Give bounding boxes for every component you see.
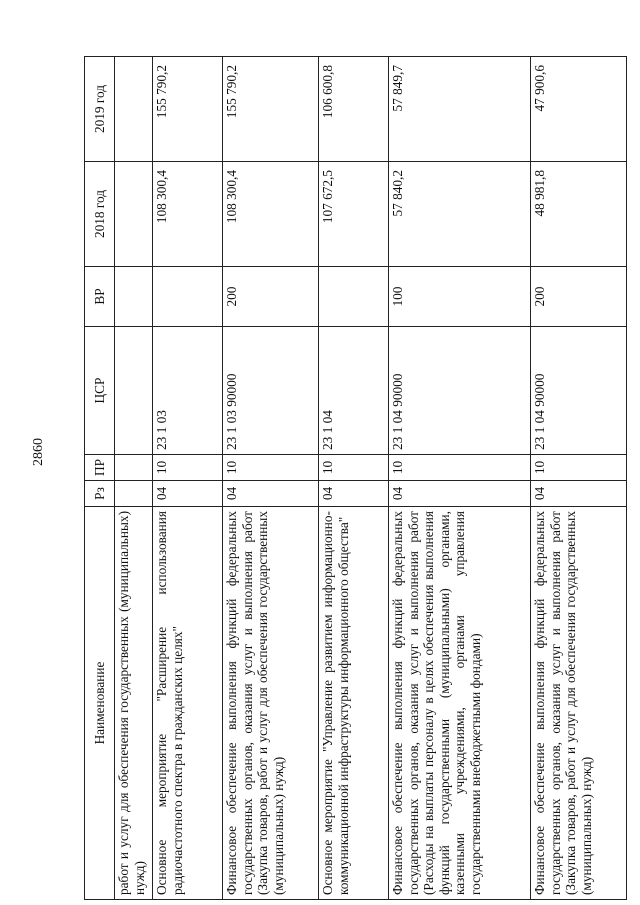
row-2018: 108 300,4 — [153, 162, 223, 267]
row-2019: 47 900,6 — [531, 57, 627, 162]
row-csr: 23 1 04 90000 — [531, 327, 627, 455]
row-2019: 106 600,8 — [319, 57, 389, 162]
header-2019: 2019 год — [85, 57, 115, 162]
row-vr — [115, 267, 153, 327]
row-vr: 100 — [389, 267, 531, 327]
header-rz: Рз — [85, 481, 115, 507]
row-name: Финансовое обеспечение выполнения функций федеральных государственных органов, оказания услуг и выполнения работ (Закупка товаров, работ и услуг для обеспечения государственных (муниципальных) нужд) — [531, 507, 627, 900]
budget-table — [84, 56, 627, 900]
row-2018: 107 672,5 — [319, 162, 389, 267]
row-2018: 108 300,4 — [223, 162, 319, 267]
row-2018: 57 840,2 — [389, 162, 531, 267]
row-rz: 04 — [223, 481, 319, 507]
table-header-row — [85, 57, 115, 900]
row-name: Основное мероприятие "Расширение использования радиочастотного спектра в гражданских целях" — [153, 507, 223, 900]
row-csr: 23 1 03 — [153, 327, 223, 455]
row-rz: 04 — [319, 481, 389, 507]
row-vr: 200 — [531, 267, 627, 327]
table-row — [153, 57, 223, 900]
row-2019: 155 790,2 — [153, 57, 223, 162]
row-name: Финансовое обеспечение выполнения функций федеральных государственных органов, оказания услуг и выполнения работ (Закупка товаров, работ и услуг для обеспечения государственных (муниципальных) нужд) — [223, 507, 319, 900]
row-pr: 10 — [223, 455, 319, 481]
row-csr: 23 1 04 90000 — [389, 327, 531, 455]
row-2018 — [115, 162, 153, 267]
row-rz — [115, 481, 153, 507]
header-csr: ЦСР — [85, 327, 115, 455]
row-name: Финансовое обеспечение выполнения функций федеральных государственных органов, оказания услуг и выполнения работ (Расходы на выплаты персоналу в целях обеспечения выполнения функций государственными (муниципальными) органами, казенными учреждениями, органами управления государственными внебюджетными фондами) — [389, 507, 531, 900]
row-2019 — [115, 57, 153, 162]
header-vr: ВР — [85, 267, 115, 327]
header-name: Наименование — [85, 507, 115, 900]
row-pr: 10 — [389, 455, 531, 481]
row-rz: 04 — [153, 481, 223, 507]
row-pr — [115, 455, 153, 481]
row-pr: 10 — [153, 455, 223, 481]
table-row — [389, 57, 531, 900]
row-vr: 200 — [223, 267, 319, 327]
row-name: Основное мероприятие "Управление развитием информационно-коммуникационной инфраструктуры информационного общества" — [319, 507, 389, 900]
row-2018: 48 981,8 — [531, 162, 627, 267]
rotated-page-content — [84, 57, 609, 900]
row-vr — [153, 267, 223, 327]
table-row — [531, 57, 627, 900]
header-2018: 2018 год — [85, 162, 115, 267]
row-csr: 23 1 03 90000 — [223, 327, 319, 455]
page-number: 2860 — [31, 438, 46, 466]
row-vr — [319, 267, 389, 327]
header-pr: ПР — [85, 455, 115, 481]
row-2019: 57 849,7 — [389, 57, 531, 162]
table-row — [319, 57, 389, 900]
row-csr: 23 1 04 — [319, 327, 389, 455]
table-row — [223, 57, 319, 900]
row-pr: 10 — [531, 455, 627, 481]
table-row — [115, 57, 153, 900]
row-rz: 04 — [531, 481, 627, 507]
row-name: работ и услуг для обеспечения государственных (муниципальных) нужд) — [115, 507, 153, 900]
row-2019: 155 790,2 — [223, 57, 319, 162]
row-csr — [115, 327, 153, 455]
row-rz: 04 — [389, 481, 531, 507]
row-pr: 10 — [319, 455, 389, 481]
